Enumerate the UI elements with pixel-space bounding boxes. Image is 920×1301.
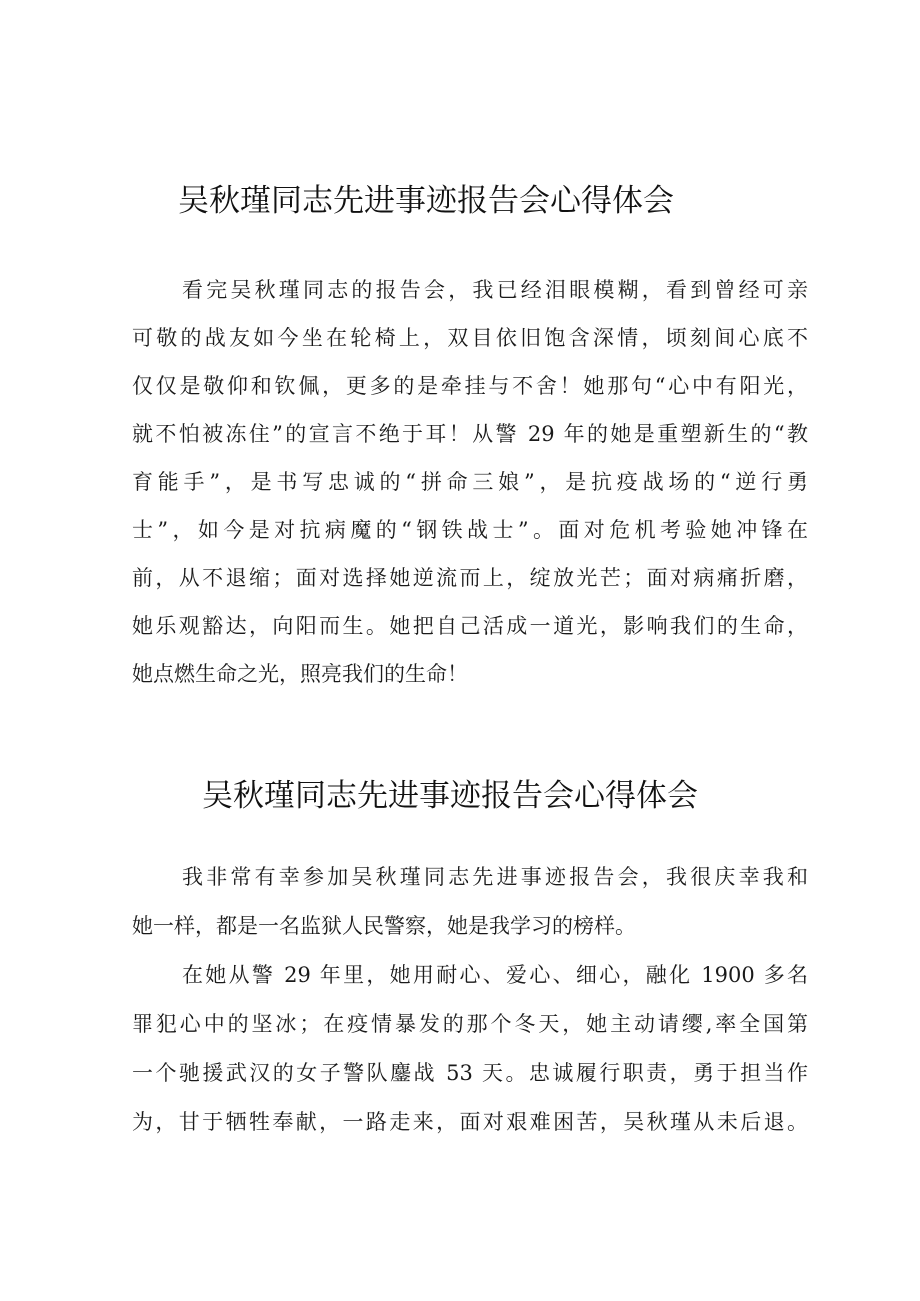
body-line: 她一样，都是一名监狱人民警察，她是我学习的榜样。: [132, 914, 636, 938]
body-line: 就不怕被冻住”的宣言不绝于耳！从警 29 年的她是重塑新生的“教: [132, 422, 808, 446]
body-line: 为，甘于牺牲奉献，一路走来，面对艰难困苦，吴秋瑾从未后退。: [132, 1110, 808, 1134]
body-line: 育能手”，是书写忠诚的“拼命三娘”，是抗疫战场的“逆行勇: [132, 470, 808, 494]
body-line: 士”，如今是对抗病魔的“钢铁战士”。面对危机考验她冲锋在: [132, 518, 808, 542]
body-line: 前，从不退缩；面对选择她逆流而上，绽放光芒；面对病痛折磨，: [132, 566, 808, 590]
body-line: 仅仅是敬仰和钦佩，更多的是牵挂与不舍！她那句“心中有阳光，: [132, 374, 808, 398]
section-2-title: 吴秋瑾同志先进事迹报告会心得体会: [202, 778, 698, 814]
section-1-title: 吴秋瑾同志先进事迹报告会心得体会: [178, 183, 674, 219]
body-line: 罪犯心中的坚冰；在疫情暴发的那个冬天，她主动请缨,率全国第: [132, 1012, 808, 1036]
body-line: 看完吴秋瑾同志的报告会，我已经泪眼模糊，看到曾经可亲: [182, 278, 808, 302]
body-line: 她点燃生命之光，照亮我们的生命！: [132, 662, 468, 686]
section-2-body: [132, 853, 808, 1147]
body-line: 可敬的战友如今坐在轮椅上，双目依旧饱含深情，顷刻间心底不: [132, 326, 808, 350]
body-line: 在她从警 29 年里，她用耐心、爱心、细心，融化 1900 多名: [182, 963, 808, 987]
body-line: 我非常有幸参加吴秋瑾同志先进事迹报告会，我很庆幸我和: [182, 865, 808, 889]
section-1-body: [132, 266, 808, 698]
body-line: 她乐观豁达，向阳而生。她把自己活成一道光，影响我们的生命，: [132, 614, 808, 638]
body-line: 一个驰援武汉的女子警队鏖战 53 天。忠诚履行职责，勇于担当作: [132, 1061, 808, 1085]
